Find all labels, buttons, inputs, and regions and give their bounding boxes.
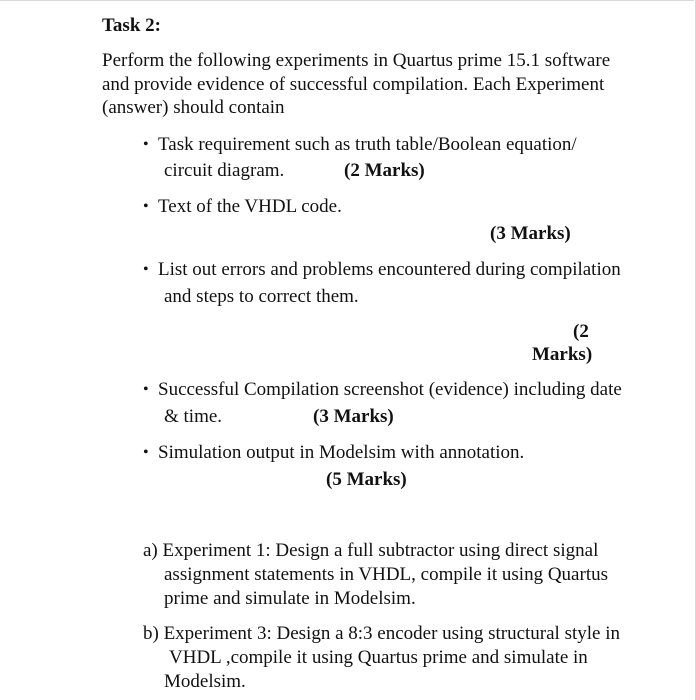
bullet-icon: • [143, 444, 149, 461]
experiment-text: Modelsim. [164, 671, 246, 692]
marks-label: Marks) [532, 344, 593, 365]
experiment-text: a) Experiment 1: Design a full subtractor using direct signal [143, 540, 599, 561]
marks-label: (3 Marks) [490, 223, 571, 244]
requirement-text: and steps to correct them. [164, 286, 359, 307]
task-title: Task 2: [102, 15, 161, 36]
marks-label: (3 Marks) [313, 406, 394, 427]
experiment-text: VHDL ,compile it using Quartus prime and simulate in [169, 647, 588, 668]
experiment-text: assignment statements in VHDL, compile it using Quartus [164, 564, 608, 585]
bullet-icon: • [143, 261, 149, 278]
marks-label: (2 Marks) [344, 160, 425, 181]
requirement-text: List out errors and problems encountered during compilation [158, 259, 621, 280]
experiment-text: b) Experiment 3: Design a 8:3 encoder using structural style in [143, 623, 620, 644]
requirement-text: & time. [164, 406, 223, 427]
requirement-text: Text of the VHDL code. [158, 196, 342, 217]
bullet-icon: • [143, 198, 149, 215]
page-top-edge [0, 0, 694, 1]
bullet-icon: • [143, 136, 149, 153]
marks-label: (5 Marks) [326, 469, 407, 490]
bullet-icon: • [143, 381, 149, 398]
intro-line: Perform the following experiments in Quartus prime 15.1 software [102, 50, 611, 71]
intro-line: (answer) should contain [102, 97, 285, 118]
intro-line: and provide evidence of successful compilation. Each Experiment [102, 74, 605, 95]
requirement-text: Simulation output in Modelsim with annotation. [158, 442, 525, 463]
requirement-text: circuit diagram. [164, 160, 285, 181]
marks-label: (2 [573, 321, 589, 342]
requirement-text: Successful Compilation screenshot (evidence) including date [158, 379, 622, 400]
requirement-text: Task requirement such as truth table/Boolean equation/ [158, 134, 577, 155]
experiment-text: prime and simulate in Modelsim. [164, 588, 416, 609]
